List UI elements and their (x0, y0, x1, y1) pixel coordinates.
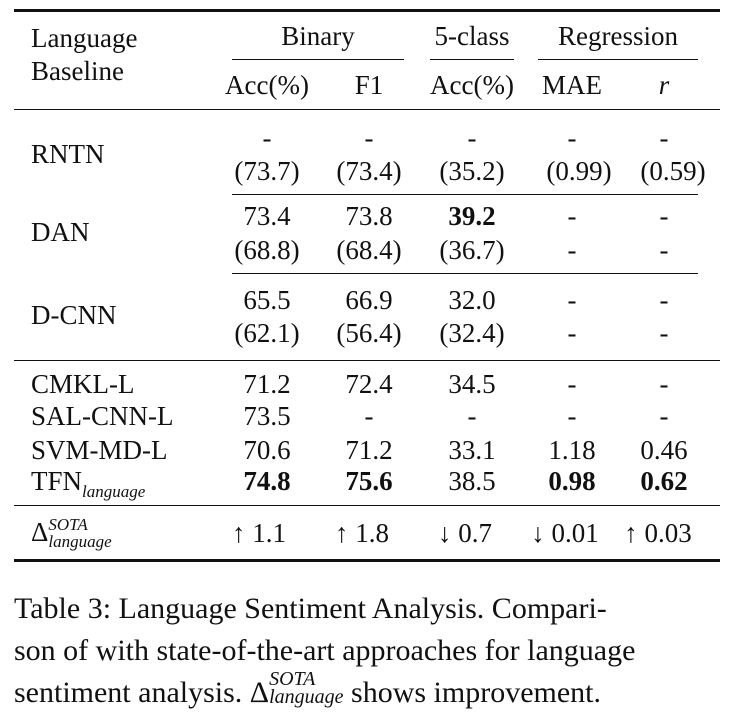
row-tfn-name (31, 465, 145, 508)
tfn-binary-f1: 75.6 (345, 466, 393, 496)
tfn-mae: 0.98 (548, 466, 596, 496)
header-row-label-line1: Language (31, 23, 138, 53)
caption-line-1: Table 3: Language Sentiment Analysis. Compari- (14, 592, 607, 625)
delta-mae: ↓ 0.01 (531, 518, 599, 548)
dan-5class-acc: 39.2 (448, 201, 496, 231)
rntn-rule (232, 194, 698, 195)
delta-binary-f1: ↑ 1.8 (335, 518, 389, 548)
regression-group-rule (538, 59, 698, 60)
dcnn-5class-acc: 32.0 (448, 285, 496, 315)
tfn-name-sub: language (82, 482, 146, 501)
dcnn-r-2: - (659, 318, 669, 348)
bottom-rule (14, 559, 720, 562)
dan-rule (232, 273, 698, 274)
rntn-binary-acc: - (262, 123, 272, 153)
cmkl-binary-acc: 71.2 (243, 369, 291, 399)
salcnn-mae: - (567, 401, 577, 431)
rntn-r-paren: (0.59) (640, 156, 706, 186)
col-mae: MAE (542, 70, 602, 100)
row-cmkl-name: CMKL-L (31, 369, 135, 399)
cmkl-5class-acc: 34.5 (448, 369, 496, 399)
group-regression: Regression (558, 21, 678, 51)
dan-binary-acc: 73.4 (243, 201, 291, 231)
col-binary-f1: F1 (354, 70, 384, 100)
tfn-name-base: TFN (31, 466, 83, 496)
svmmd-5class-acc: 33.1 (448, 435, 496, 465)
dan-binary-f1: 73.8 (345, 201, 393, 231)
delta-5class-acc: ↓ 0.7 (438, 518, 492, 548)
dan-binary-f1-paren: (68.4) (336, 235, 402, 265)
col-5class-acc: Acc(%) (430, 70, 514, 100)
dcnn-binary-f1-paren: (56.4) (336, 318, 402, 348)
svmmd-mae: 1.18 (548, 435, 596, 465)
col-binary-acc: Acc(%) (225, 70, 309, 100)
dan-mae: - (567, 201, 577, 231)
header-row-label-line2: Baseline (31, 56, 124, 86)
dcnn-rule (14, 360, 720, 361)
svmmd-binary-acc: 70.6 (243, 435, 291, 465)
salcnn-binary-acc: 73.5 (243, 401, 291, 431)
dan-binary-acc-paren: (68.8) (234, 235, 300, 265)
caption-delta-sub: language (269, 686, 344, 708)
dcnn-binary-acc: 65.5 (243, 285, 291, 315)
cmkl-binary-f1: 72.4 (345, 369, 393, 399)
tfn-binary-acc: 74.8 (243, 466, 291, 496)
col-r: r (658, 70, 670, 100)
dcnn-mae: - (567, 285, 577, 315)
rntn-binary-f1-paren: (73.4) (336, 156, 402, 186)
cmkl-mae: - (567, 369, 577, 399)
dan-r-2: - (659, 235, 669, 265)
dcnn-mae-2: - (567, 318, 577, 348)
table-caption (14, 588, 734, 714)
five-class-group-rule (430, 59, 514, 60)
delta-r: ↑ 0.03 (624, 518, 692, 548)
dcnn-binary-acc-paren: (62.1) (234, 318, 300, 348)
caption-line-3 (14, 668, 734, 714)
delta-symbol: Δ (31, 517, 49, 547)
row-salcnn-name: SAL-CNN-L (31, 401, 174, 431)
rntn-binary-acc-paren: (73.7) (234, 156, 300, 186)
row-dcnn-name: D-CNN (31, 300, 117, 330)
rntn-5class-acc: - (467, 123, 477, 153)
dan-5class-acc-paren: (36.7) (439, 235, 505, 265)
header-rule (14, 109, 720, 110)
dcnn-r: - (659, 285, 669, 315)
rntn-mae: - (567, 123, 577, 153)
dan-mae-2: - (567, 235, 577, 265)
row-dan-name: DAN (31, 217, 90, 247)
caption-line-2: son of with state-of-the-art approaches for language (14, 634, 636, 667)
salcnn-r: - (659, 401, 669, 431)
caption-line-3-pre: sentiment analysis. (14, 676, 250, 709)
rntn-mae-paren: (0.99) (546, 156, 612, 186)
top-rule (14, 9, 720, 12)
rntn-r: - (659, 123, 669, 153)
svmmd-binary-f1: 71.2 (345, 435, 393, 465)
group-binary: Binary (281, 21, 355, 51)
salcnn-binary-f1: - (364, 401, 374, 431)
salcnn-5class-acc: - (467, 401, 477, 431)
caption-delta-symbol: Δ (249, 676, 270, 709)
dcnn-binary-f1: 66.9 (345, 285, 393, 315)
rntn-binary-f1: - (364, 123, 374, 153)
rntn-5class-acc-paren: (35.2) (439, 156, 505, 186)
tfn-r: 0.62 (640, 466, 688, 496)
delta-binary-acc: ↑ 1.1 (232, 518, 286, 548)
row-rntn-name: RNTN (31, 139, 105, 169)
caption-delta-sup: SOTA (269, 668, 316, 690)
svmmd-r: 0.46 (640, 435, 688, 465)
cmkl-r: - (659, 369, 669, 399)
delta-row-label (31, 516, 112, 550)
tfn-5class-acc: 38.5 (448, 466, 496, 496)
binary-group-rule (232, 59, 404, 60)
group-5class: 5-class (434, 21, 510, 51)
delta-sup: SOTA (48, 515, 88, 534)
delta-sub: language (48, 532, 112, 551)
row-svmmd-name: SVM-MD-L (31, 435, 168, 465)
caption-line-3-post: shows improvement. (343, 676, 602, 709)
dan-r: - (659, 201, 669, 231)
dcnn-5class-acc-paren: (32.4) (439, 318, 505, 348)
